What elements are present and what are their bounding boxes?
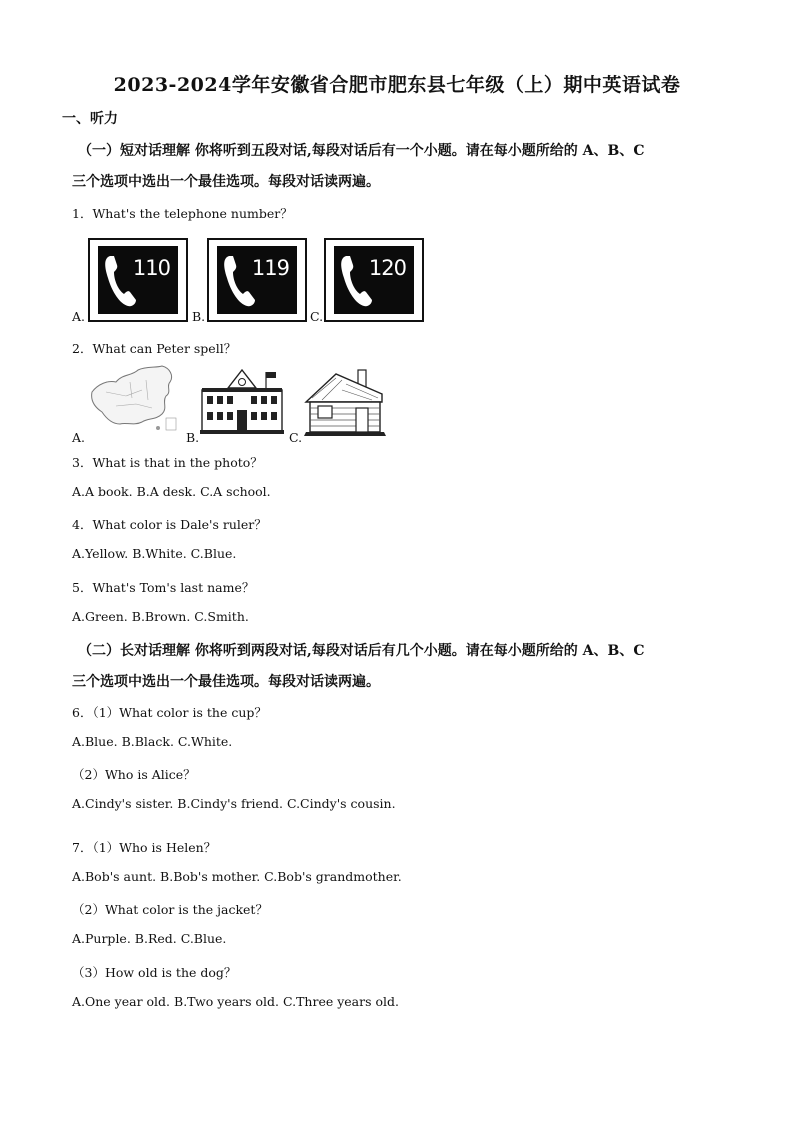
question-7-1-options: A.Bob's aunt. B.Bob's mother. C.Bob's grandmother.	[72, 869, 402, 884]
question-4-options: A.Yellow. B.White. C.Blue.	[72, 546, 237, 561]
question-3-options: A.A book. B.A desk. C.A school.	[72, 484, 271, 499]
part2-instructions-line2: 三个选项中选出一个最佳选项。每段对话读两遍。	[72, 674, 380, 690]
question-1-text: 1．What's the telephone number？	[72, 206, 293, 221]
question-3-text: 3．What is that in the photo？	[72, 455, 263, 470]
house-image	[302, 366, 386, 438]
q2-option-c-label: C.	[289, 430, 303, 445]
phone-sign-120-image	[324, 238, 424, 322]
question-2-text: 2．What can Peter spell？	[72, 341, 237, 356]
part1-instructions-line2: 三个选项中选出一个最佳选项。每段对话读两遍。	[72, 174, 380, 190]
question-6-2-text: （2）Who is Alice？	[72, 767, 196, 782]
phone-number-119: 119	[251, 256, 289, 280]
phone-number-120: 120	[368, 256, 406, 280]
china-map-image	[86, 362, 182, 434]
q1-option-a-label: A.	[72, 309, 86, 324]
exam-title: 2023-2024学年安徽省合肥市肥东县七年级（上）期中英语试卷	[113, 74, 681, 96]
question-7-3-options: A.One year old. B.Two years old. C.Three years old.	[72, 994, 399, 1009]
q1-option-b-label: B.	[192, 309, 206, 324]
question-4-text: 4．What color is Dale's ruler？	[72, 517, 267, 532]
question-5-text: 5．What's Tom's last name？	[72, 580, 255, 595]
part2-instructions-line1: （二）长对话理解 你将听到两段对话,每段对话后有几个小题。请在每小题所给的 A、B、C	[78, 643, 645, 659]
q2-option-b-label: B.	[186, 430, 200, 445]
question-6-1-options: A.Blue. B.Black. C.White.	[72, 734, 233, 749]
section-heading-listening: 一、听力	[62, 111, 118, 127]
question-6-1-text: 6．（1）What color is the cup？	[72, 705, 267, 720]
question-7-2-options: A.Purple. B.Red. C.Blue.	[72, 931, 227, 946]
q2-option-a-label: A.	[72, 430, 86, 445]
question-7-3-text: （3）How old is the dog？	[72, 965, 237, 980]
part1-instructions-line1: （一）短对话理解 你将听到五段对话,每段对话后有一个小题。请在每小题所给的 A、B、C	[78, 143, 645, 159]
school-building-image	[198, 364, 286, 436]
phone-sign-110-image	[88, 238, 188, 322]
question-7-2-text: （2）What color is the jacket？	[72, 902, 268, 917]
question-7-1-text: 7．（1）Who is Helen？	[72, 840, 217, 855]
phone-number-110: 110	[132, 256, 170, 280]
q1-option-c-label: C.	[310, 309, 324, 324]
phone-sign-119-image	[207, 238, 307, 322]
question-6-2-options: A.Cindy's sister. B.Cindy's friend. C.Cindy's cousin.	[72, 796, 396, 811]
question-5-options: A.Green. B.Brown. C.Smith.	[72, 609, 249, 624]
